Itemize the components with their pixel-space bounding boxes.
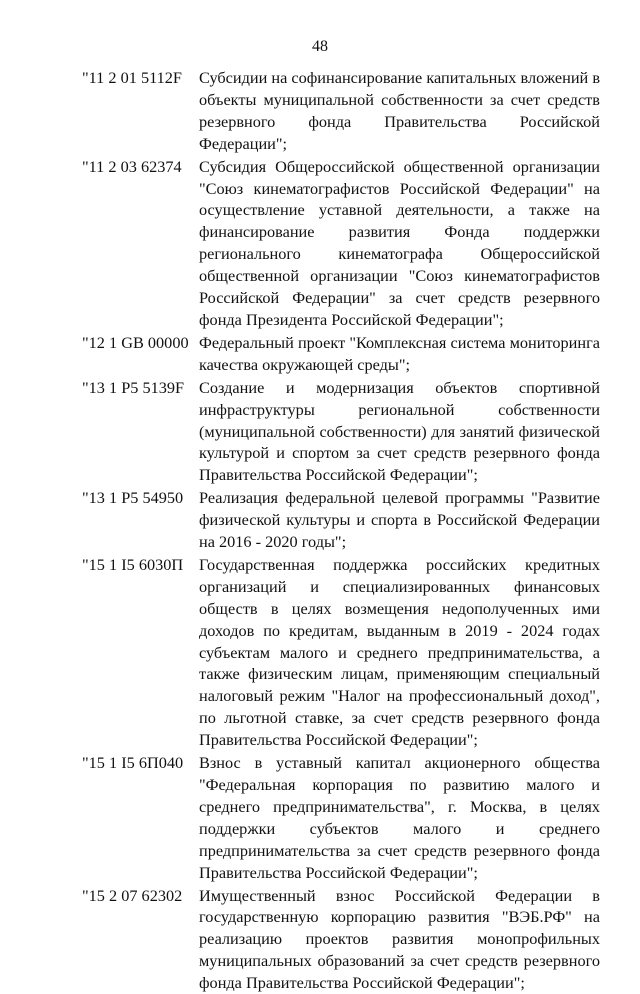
list-item [0,156,640,331]
list-item [0,885,640,994]
entry-description: Реализация федеральной целевой программы "Развитие физической культуры и спорта в Российской Федерации на 2016 - 2020 годы"; [199,488,600,552]
list-item [0,332,640,376]
entry-description: Взнос в уставный капитал акционерного общества "Федеральная корпорация по развитию малого и среднего предпринимательства", г. Москва, в целях поддержки субъектов малого и среднего предпринимательства за счет средств резервного фонда Правительства Российской Федерации"; [199,753,600,882]
entry-description: Субсидии на софинансирование капитальных вложений в объекты муниципальной собственности за счет средств резервного фонда Правительства Российской Федерации"; [199,68,601,153]
budget-code: "11 2 03 62374 [82,156,182,176]
budget-code: "15 2 07 62302 [82,885,183,905]
entry-description: Создание и модернизация объектов спортивной инфраструктуры региональной собственности (муниципальной собственности) для занятий физической культурой и спортом за счет средств резервного фонда Правительства Российской Федерации"; [199,377,600,485]
entry-description: Субсидия Общероссийской общественной организации "Союз кинематографистов Российской Федерации" на осуществление уставной деятельности, а также на финансирование развития Фонда поддержки регионального кинематографа Общероссийской общественной организации "Союз кинематографистов Российской Федерации" за счет средств резервного фонда Президента Российской Федерации"; [199,156,600,329]
list-item [0,67,640,155]
list-item [0,554,640,751]
budget-code: "13 1 P5 5139F [82,377,185,397]
entry-description: Государственная поддержка российских кредитных организаций и специализированных финансовых обществ в целях возмещения недополученных ими доходов по кредитам, выданным в 2019 - 2024 годах субъектам малого и среднего предпринимательства, а также физическим лицам, применяющим специальный налоговый режим "Налог на профессиональный доход", по льготной ставке, за счет средств резервного фонда Правительства Российской Федерации"; [199,554,600,750]
budget-code: "15 1 I5 6П040 [82,753,184,773]
page-number: 48 [312,38,328,55]
list-item [0,377,640,487]
list-item [0,752,640,883]
budget-code: "12 1 GB 00000 [82,332,189,352]
list-item [0,487,640,553]
budget-code: "13 1 P5 54950 [82,488,184,508]
budget-code: "15 1 I5 6030П [82,554,184,574]
entry-description: Имущественный взнос Российской Федерации в государственную корпорацию развития "ВЭБ.РФ" на реализацию проектов развития монопрофильных муниципальных образований за счет средств резервного фонда Правительства Российской Федерации"; [199,885,600,993]
classification-code-list [0,67,640,994]
budget-code: "11 2 01 5112F [82,68,182,87]
entry-description: Федеральный проект "Комплексная система мониторинга качества окружающей среды"; [199,332,600,374]
